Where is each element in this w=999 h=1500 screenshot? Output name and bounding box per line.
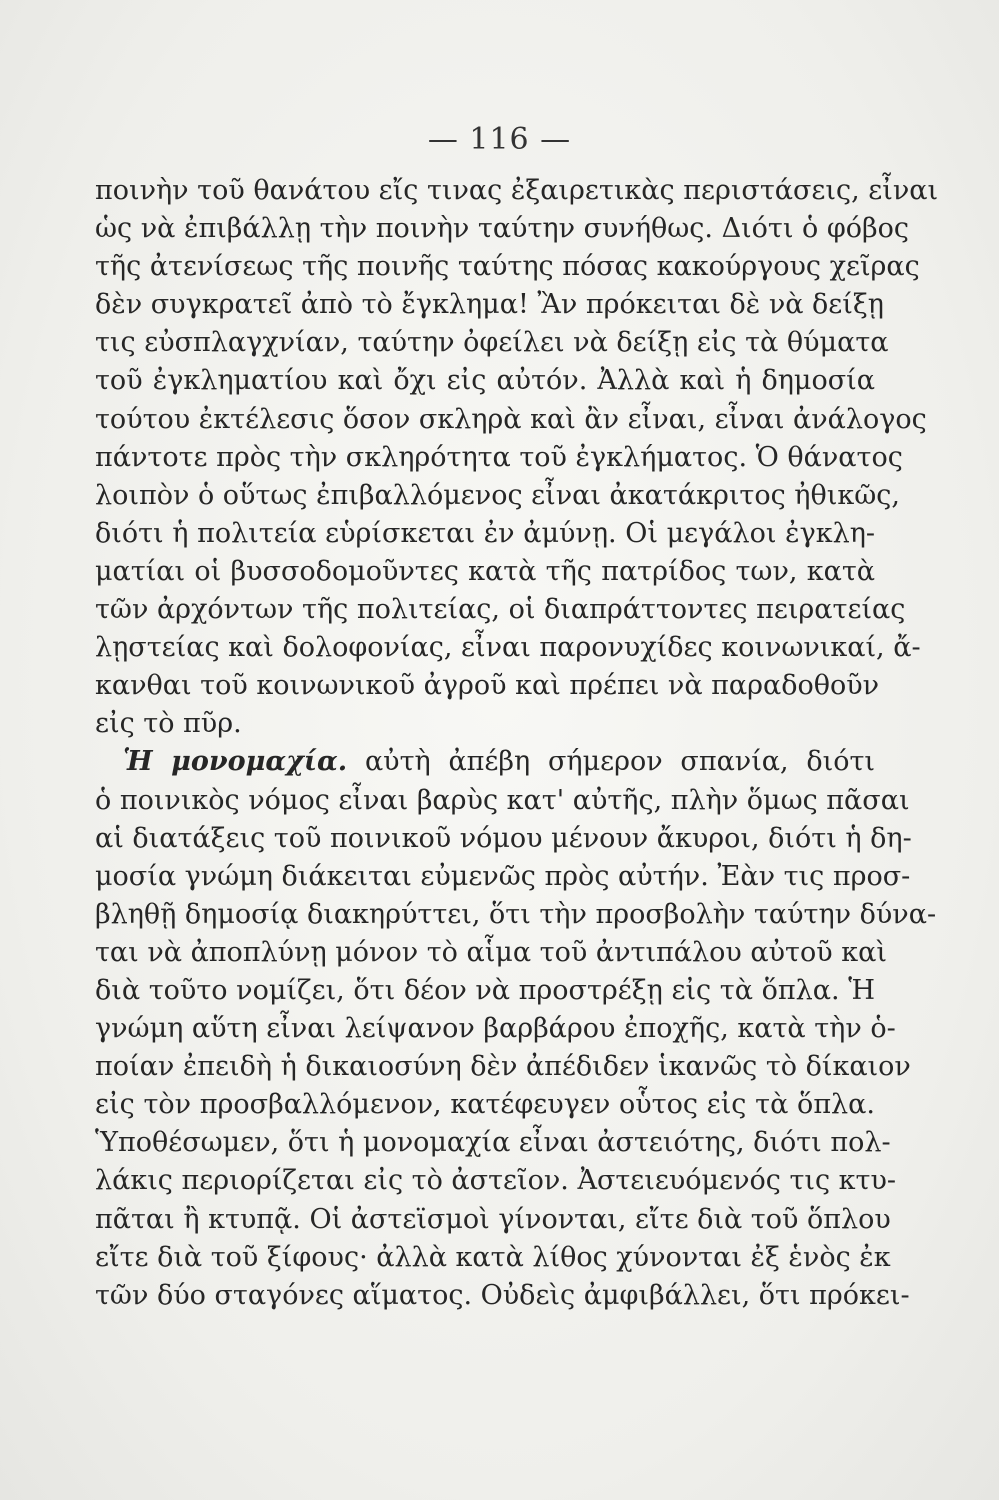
text-line: ποινὴν τοῦ θανάτου εἴς τινας ἐξαιρετικὰς περιστάσεις, εἶναι bbox=[95, 175, 939, 206]
text-line: τις εὐσπλαγχνίαν, ταύτην ὀφείλει νὰ δείξῃ εἰς τὰ θύματα bbox=[95, 327, 889, 359]
text-line: τῶν δύο σταγόνες αἵματος. Οὐδεὶς ἀμφιβάλλει, ὅτι πρόκει- bbox=[95, 1279, 910, 1311]
text-line: αἱ διατάξεις τοῦ ποινικοῦ νόμου μένουν ἄκυροι, διότι ἡ δη- bbox=[95, 822, 912, 854]
text-line: τῶν ἀρχόντων τῆς πολιτείας, οἱ διαπράττοντες πειρατείας bbox=[95, 594, 906, 626]
text-line: τούτου ἐκτέλεσις ὅσον σκληρὰ καὶ ἂν εἶναι, εἶναι ἀνάλογος bbox=[95, 403, 927, 435]
text-line: εἰς τὸ πῦρ. bbox=[95, 708, 242, 740]
body-text bbox=[95, 172, 939, 1315]
text-line: διότι ἡ πολιτεία εὑρίσκεται ἐν ἀμύνῃ. Οἱ μεγάλοι ἐγκλη- bbox=[95, 517, 875, 549]
section-first-line bbox=[95, 743, 875, 781]
text-line: γνώμη αὕτη εἶναι λείψανον βαρβάρου ἐποχῆς, κατὰ τὴν ὁ- bbox=[95, 1013, 896, 1045]
text-line: ποίαν ἐπειδὴ ἡ δικαιοσύνη δὲν ἀπέδιδεν ἱκανῶς τὸ δίκαιον bbox=[95, 1051, 911, 1083]
text-line: τοῦ ἐγκληματίου καὶ ὄχι εἰς αὐτόν. Ἀλλὰ καὶ ἡ δημοσία bbox=[95, 365, 875, 397]
text-line: εἴτε διὰ τοῦ ξίφους· ἀλλὰ κατὰ λίθος χύνονται ἐξ ἑνὸς ἐκ bbox=[95, 1241, 891, 1273]
section-heading: Ἡ μονομαχία. bbox=[123, 746, 348, 778]
text-line: ὁ ποινικὸς νόμος εἶναι βαρὺς κατ' αὐτῆς, πλὴν ὅμως πᾶσαι bbox=[95, 784, 910, 816]
text-line: Ὑποθέσωμεν, ὅτι ἡ μονομαχία εἶναι ἀστειότης, διότι πολ- bbox=[95, 1127, 891, 1159]
text-line: τῆς ἀτενίσεως τῆς ποινῆς ταύτης πόσας κακούργους χεῖρας bbox=[95, 251, 920, 283]
text-line: ται νὰ ἀποπλύνῃ μόνον τὸ αἷμα τοῦ ἀντιπάλου αὐτοῦ καὶ bbox=[95, 936, 887, 968]
text-line: βληθῇ δημοσίᾳ διακηρύττει, ὅτι τὴν προσβολὴν ταύτην δύνα- bbox=[95, 898, 937, 930]
text-line: ματίαι οἱ βυσσοδομοῦντες κατὰ τῆς πατρίδος των, κατὰ bbox=[95, 555, 875, 587]
text-line: εἰς τὸν προσβαλλόμενον, κατέφευγεν οὗτος εἰς τὰ ὅπλα. bbox=[95, 1089, 875, 1121]
text-line: δὲν συγκρατεῖ ἀπὸ τὸ ἔγκλημα! Ἂν πρόκειται δὲ νὰ δείξῃ bbox=[95, 289, 884, 321]
page-number: — 116 — bbox=[427, 122, 572, 157]
text-line: λάκις περιορίζεται εἰς τὸ ἀστεῖον. Ἀστειευόμενός τις κτυ- bbox=[95, 1165, 897, 1197]
text-line: κανθαι τοῦ κοινωνικοῦ ἀγροῦ καὶ πρέπει νὰ παραδοθοῦν bbox=[95, 670, 880, 702]
text-line: μοσία γνώμη διάκειται εὐμενῶς πρὸς αὐτήν. Ἐὰν τις προσ- bbox=[95, 860, 911, 892]
text-line: λῃστείας καὶ δολοφονίας, εἶναι παρονυχίδες κοινωνικαί, ἄ- bbox=[95, 632, 921, 664]
text-line: λοιπὸν ὁ οὕτως ἐπιβαλλόμενος εἶναι ἀκατάκριτος ἠθικῶς, bbox=[95, 479, 900, 511]
text-line: ὡς νὰ ἐπιβάλλῃ τὴν ποινὴν ταύτην συνήθως. Διότι ὁ φόβος bbox=[95, 213, 909, 245]
text-line: διὰ τοῦτο νομίζει, ὅτι δέον νὰ προστρέξῃ εἰς τὰ ὅπλα. Ἡ bbox=[95, 974, 875, 1006]
text-line: πάντοτε πρὸς τὴν σκληρότητα τοῦ ἐγκλήματος. Ὁ θάνατος bbox=[95, 441, 903, 473]
text-line: αὐτὴ ἀπέβη σήμερον σπανία, διότι bbox=[364, 746, 875, 778]
text-line: πᾶται ἢ κτυπᾷ. Οἱ ἀστεϊσμοὶ γίνονται, εἴτε διὰ τοῦ ὅπλου bbox=[95, 1203, 891, 1235]
